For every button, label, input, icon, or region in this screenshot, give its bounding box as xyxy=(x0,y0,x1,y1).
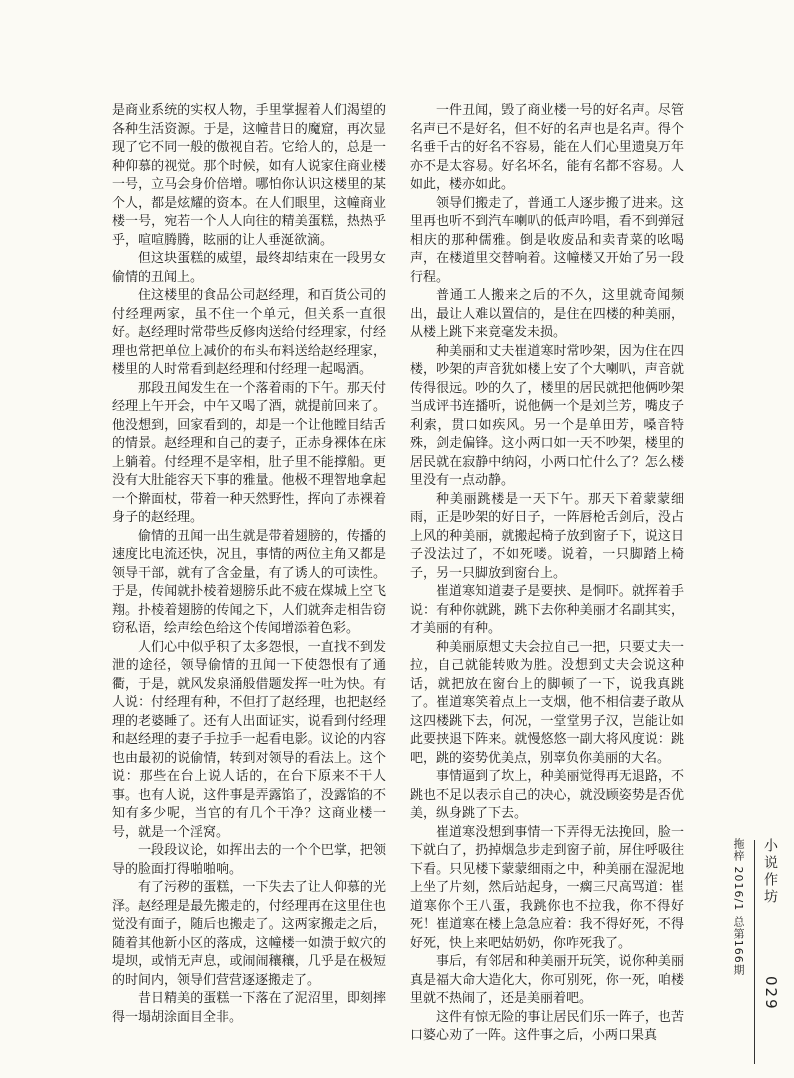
sidebar-divider xyxy=(754,840,755,1064)
magazine-issue: 拖梓 2016/1 总第166期 xyxy=(732,838,745,976)
paragraph: 崔道寒知道妻子是要挟、是恫吓。就挥着手说：有种你就跳，跳下去你种美丽才名副其实，才美丽的有种。 xyxy=(410,584,684,636)
paragraph: 种美丽和丈夫崔道寒时常吵架，因为住在四楼，吵架的声音犹如楼上安了个大喇叭，声音就传得很远。吵的久了，楼里的居民就把他俩吵架当成评书连播听，说他俩一个是刘兰芳，嘴皮子利索，贯口如疾风。另一个是单田芳，嗓音特殊，剑走偏锋。这小两口如一天不吵架，楼里的居民就在寂静中纳闷，小两口忙什么了？怎么楼里没有一点动静。 xyxy=(410,343,684,488)
paragraph: 事后，有邻居和种美丽开玩笑，说你种美丽真是福大命大造化大，你可别死，你一死，咱楼里就不热闹了，还是美丽着吧。 xyxy=(410,954,684,1006)
left-column xyxy=(112,102,386,1027)
paragraph: 领导们搬走了，普通工人逐步搬了进来。这里再也听不到汽车喇叭的低声吟唱，看不到弹冠相庆的那种儒雅。倒是收废品和卖青菜的吆喝声，在楼道里交替响着。这幢楼又开始了另一段行程。 xyxy=(410,195,684,285)
paragraph: 昔日精美的蛋糕一下落在了泥沼里，即刻摔得一塌胡涂面目全非。 xyxy=(112,991,386,1025)
paragraph: 但这块蛋糕的威望，最终却结束在一段男女偷情的丑闻上。 xyxy=(112,251,386,285)
page-number: 029 xyxy=(762,976,780,1011)
page-sidebar xyxy=(730,838,786,1066)
paragraph: 崔道寒没想到事情一下弄得无法挽回，脸一下就白了，扔掉烟急步走到窗子前，屏住呼吸往下看。只见楼下蒙蒙细雨之中，种美丽在湿泥地上坐了片刻，然后站起身，一瘸三尺高骂道：崔道寒你个王八蛋，我跳你也不拉我，你不得好死！崔道寒在楼上急急应着：我不得好死，不得好死，快上来吧姑奶奶，你咋死我了。 xyxy=(410,824,684,951)
section-title: 小说作坊 xyxy=(762,838,778,906)
paragraph: 住这楼里的食品公司赵经理，和百货公司的付经理两家，虽不住一个单元，但关系一直很好。赵经理时常带些反修肉送给付经理家，付经理也常把单位上减价的布头布料送给赵经理家，楼里的人时常看到赵经理和付经理一起喝酒。 xyxy=(112,288,386,377)
paragraph: 人们心中似乎积了太多怨恨，一直找不到发泄的途径，领导偷情的丑闻一下使怨恨有了通衢，于是，就风发泉涌般借题发挥一吐为快。有人说：付经理有种，不但打了赵经理，也把赵经理的老婆睡了。还有人出面证实，说看到付经理和赵经理的妻子手拉手一起看电影。议论的内容也由最初的说偷情，转到对领导的看法上。这个说：那些在台上说人话的，在台下原来不干人事。也有人说，这件事是弄露馅了，没露馅的不知有多少呢，当官的有几个干净？这商业楼一号，就是一个淫窝。 xyxy=(112,639,386,840)
right-column xyxy=(410,102,684,1046)
paragraph: 一段段议论，如挥出去的一个个巴掌，把领导的脸面打得啪啪响。 xyxy=(112,843,386,877)
paragraph: 有了污秽的蛋糕，一下失去了让人仰慕的光泽。赵经理是最先搬走的，付经理再在这里住也觉没有面子，随后也搬走了。这两家搬走之后，随着其他新小区的落成，这幢楼一如溃于蚁穴的堤坝，或悄无声息，或闹闹穰穰，几乎是在极短的时间内，领导们营营逐逐搬走了。 xyxy=(112,880,386,988)
paragraph: 那段丑闻发生在一个落着雨的下午。那天付经理上午开会，中午又喝了酒，就提前回来了。他没想到，回家看到的，却是一个让他瞠目结舌的情景。赵经理和自己的妻子，正赤身裸体在床上躺着。付经理不是宰相，肚子里不能撑船。更没有大肚能容天下事的雅量。他极不理智地拿起一个擀面杖，带着一种天然野性，挥向了赤裸着身子的赵经理。 xyxy=(112,380,386,525)
paragraph: 是商业系统的实权人物，手里掌握着人们渴望的各种生活资源。于是，这幢昔日的魔窟，再次显现了它不同一般的傲视自若。它给人的，总是一种仰慕的视觉。那个时候，如有人说家住商业楼一号，立马会身价倍增。哪怕你认识这楼里的某个人，都是炫耀的资本。在人们眼里，这幢商业楼一号，宛若一个人人向往的精美蛋糕，热热乎乎，喧喧腾腾，眩丽的让人垂涎欲滴。 xyxy=(112,103,386,248)
paragraph: 事情逼到了坎上，种美丽觉得再无退路，不跳也不足以表示自己的决心，就没顾姿势是否优美，纵身跳了下去。 xyxy=(410,769,684,821)
paragraph: 偷情的丑闻一出生就是带着翅膀的，传播的速度比电流还快，况且，事情的两位主角又都是领导干部，就有了含金量，有了诱人的可读性。于是，传闻就扑棱着翅膀乐此不疲在煤城上空飞翔。扑棱着翅膀的传闻之下，人们就奔走相告窃窃私语，绘声绘色给这个传闻增添着色彩。 xyxy=(112,528,386,636)
paragraph: 种美丽跳楼是一天下午。那天下着蒙蒙细雨，正是吵架的好日子，一阵唇枪舌剑后，没占上风的种美丽，就搬起椅子放到窗子下，说这日子没法过了，不如死喽。说着，一只脚踏上椅子，另一只脚放到窗台上。 xyxy=(410,491,684,581)
paragraph: 这件有惊无险的事让居民们乐一阵子，也苦口婆心劝了一阵。这件事之后，小两口果真 xyxy=(410,1009,684,1043)
paragraph: 种美丽原想丈夫会拉自己一把，只要丈夫一拉，自己就能转败为胜。没想到丈夫会说这种话，就把放在窗台上的脚顿了一下，说我真跳了。崔道寒笑着点上一支烟，他不相信妻子敢从这四楼跳下去，何况，一堂堂男子汉，岂能让如此要挟退下阵来。就慢悠悠一副大将风度说：跳吧，跳的姿势优美点，别辜负你美丽的大名。 xyxy=(410,639,684,766)
paragraph: 普通工人搬来之后的不久，这里就奇闻频出，最让人难以置信的，是住在四楼的种美丽，从楼上跳下来竟毫发未损。 xyxy=(410,288,684,340)
paragraph: 一件丑闻，毁了商业楼一号的好名声。尽管名声已不是好名，但不好的名声也是名声。得个名垂千古的好名不容易，能在人们心里遗臭万年亦不是太容易。好名坏名，能有名都不容易。人如此，楼亦如此。 xyxy=(410,103,684,192)
